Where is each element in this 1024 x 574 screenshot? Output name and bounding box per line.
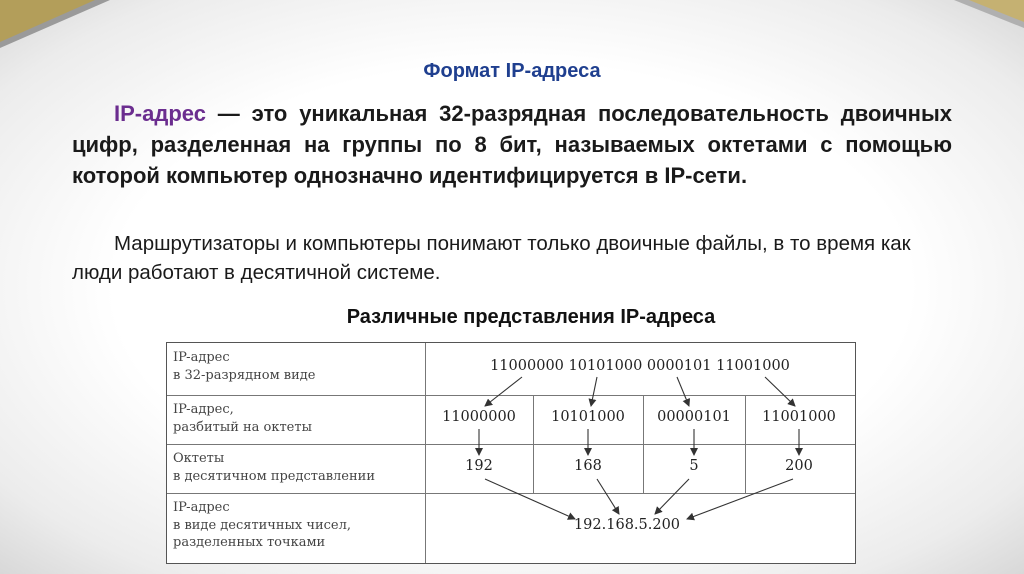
arrow-icon [485,479,575,519]
corner-accent-right [969,0,1024,22]
arrow-icon [591,377,597,406]
definition-paragraph [72,98,952,192]
octet-decimal-4: 200 [785,458,813,474]
corner-accent-left [0,0,95,42]
octet-binary-1: 11000000 [442,409,516,425]
row-label-line: в 32-разрядном виде [173,367,316,383]
row-label-line: в десятичном представлении [173,468,375,484]
row-label-line: IP-адрес, [173,402,234,417]
explanation-paragraph: Маршрутизаторы и компьютеры понимают только двоичные файлы, в то время как люди работают в десятичной системе. [72,232,911,285]
slide-title: Формат IP-адреса [423,60,601,82]
row-label-line: Октеты [173,451,225,466]
row-label-line: разделенных точками [173,535,326,551]
octet-binary-2: 10101000 [551,409,625,425]
arrow-icon [677,377,689,406]
table-title: Различные представления IP-адреса [346,306,716,328]
row-label-line: IP-адрес [173,350,230,365]
row-label-line: IP-адрес [173,500,230,515]
arrow-icon [687,479,793,519]
conversion-arrows [167,343,857,565]
row-label-line: разбитый на октеты [173,419,312,435]
octet-decimal-2: 168 [574,458,602,474]
arrow-icon [655,479,689,514]
ip-representation-table [166,342,856,564]
arrow-icon [597,479,619,514]
definition-text: — это уникальная 32-разрядная последовательность двоичных цифр, разделенная на группы по 8 бит, называемых октетами с помощью которой компьютер однозначно идентифицируется в IP-сети. [72,101,952,189]
octet-decimal-3: 5 [689,458,699,474]
binary-address: 11000000 10101000 0000101 11001000 [490,358,790,374]
arrow-icon [765,377,795,406]
dotted-decimal-address: 192.168.5.200 [573,517,681,533]
octet-binary-4: 11001000 [762,409,836,425]
octet-binary-3: 00000101 [657,409,731,425]
row-label-line: в виде десятичных чисел, [173,517,351,533]
arrow-icon [485,377,522,406]
octet-decimal-1: 192 [465,458,493,474]
definition-term: IP-адрес [114,101,206,126]
